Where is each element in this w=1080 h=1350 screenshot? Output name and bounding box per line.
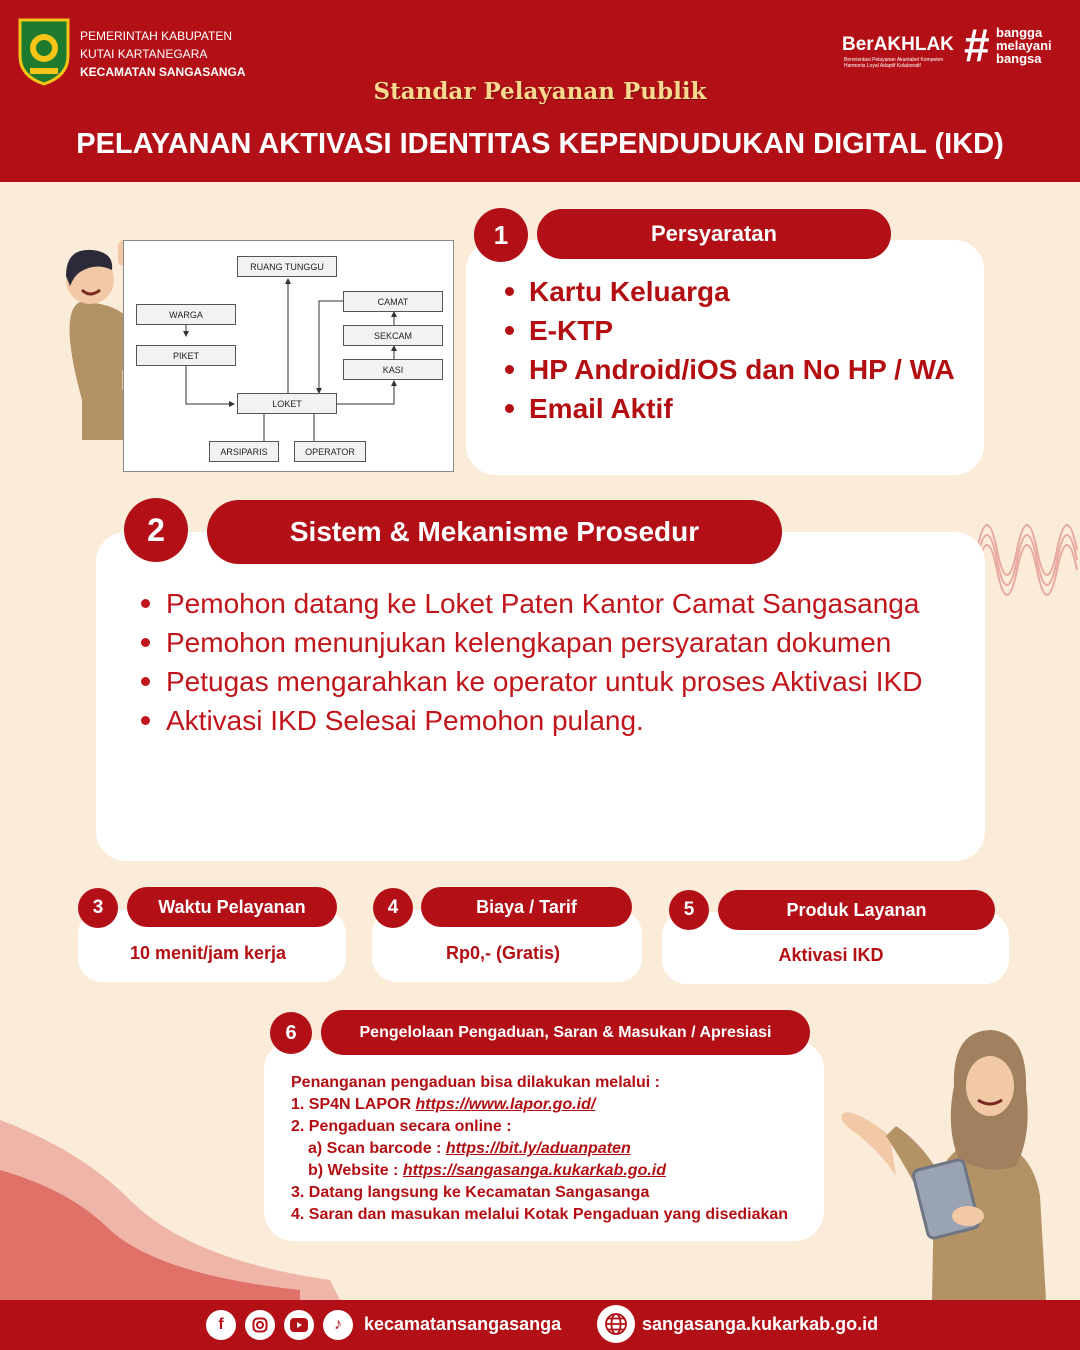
section-number-4: 4 (373, 888, 413, 928)
complaint-line-3 (291, 1138, 788, 1160)
lapor-link[interactable]: https://www.lapor.go.id/ (415, 1096, 596, 1113)
complaint-line-4 (291, 1160, 788, 1182)
flow-ruang-tunggu: RUANG TUNGGU (237, 256, 337, 277)
complaint-line-3-label: a) Scan barcode : (308, 1140, 446, 1157)
complaint-line-4-label: b) Website : (308, 1162, 403, 1179)
service-time-title: Waktu Pelayanan (127, 887, 337, 927)
flow-loket: LOKET (237, 393, 337, 414)
slogan-1: bangga (996, 25, 1043, 40)
tiktok-icon[interactable]: ♪ (323, 1310, 353, 1340)
complaint-intro: Penanganan pengaduan bisa dilakukan melalui : (291, 1074, 660, 1091)
subtitle: Standar Pelayanan Publik (373, 78, 707, 105)
flow-operator: OPERATOR (294, 441, 366, 462)
gov-line-1: PEMERINTAH KABUPATEN (80, 29, 233, 43)
requirement-item: Email Aktif (503, 389, 965, 428)
section-number-1: 1 (474, 208, 528, 262)
wave-decoration (975, 490, 1080, 610)
slogan-2: melayani (996, 38, 1052, 53)
procedure-list (138, 584, 962, 740)
officer-woman-illustration (836, 1026, 1058, 1300)
service-time-value: 10 menit/jam kerja (129, 943, 287, 963)
gov-line-2: KUTAI KARTANEGARA (80, 47, 208, 61)
slogan-3: bangsa (996, 51, 1042, 66)
flowchart (123, 240, 454, 472)
kukar-logo (16, 16, 72, 86)
social-icons (206, 1310, 353, 1340)
product-title: Produk Layanan (718, 890, 995, 930)
section-number-5: 5 (669, 890, 709, 930)
requirement-item: E-KTP (503, 311, 965, 350)
flow-piket: PIKET (136, 345, 236, 366)
berakhlak-hashtag: # (964, 19, 990, 71)
complaint-line-2: 2. Pengaduan secara online : (291, 1118, 512, 1135)
complaint-line-1-label: 1. SP4N LAPOR (291, 1096, 416, 1113)
flow-sekcam: SEKCAM (343, 325, 443, 346)
footer-website[interactable]: sangasanga.kukarkab.go.id (642, 1314, 879, 1334)
globe-icon (597, 1305, 635, 1343)
complaint-line-1 (291, 1094, 788, 1116)
requirements-list (503, 272, 965, 428)
complaint-title: Pengelolaan Pengaduan, Saran & Masukan / Apresiasi (321, 1010, 810, 1055)
product-value: Aktivasi IKD (778, 945, 884, 965)
flow-kasi: KASI (343, 359, 443, 380)
instagram-icon[interactable] (245, 1310, 275, 1340)
complaint-details (291, 1072, 788, 1226)
complaint-line-6: 4. Saran dan masukan melalui Kotak Pengaduan yang disediakan (291, 1206, 789, 1223)
procedure-item: Aktivasi IKD Selesai Pemohon pulang. (138, 701, 962, 740)
flow-arsiparis: ARSIPARIS (209, 441, 279, 462)
barcode-link[interactable]: https://bit.ly/aduanpaten (445, 1140, 631, 1157)
berakhlak-logo (842, 19, 1067, 74)
website-link[interactable]: https://sangasanga.kukarkab.go.id (402, 1162, 666, 1179)
cost-value: Rp0,- (Gratis) (445, 943, 560, 963)
page-title: PELAYANAN AKTIVASI IDENTITAS KEPENDUDUKAN DIGITAL (IKD) (76, 128, 1004, 160)
berakhlak-tag-1: Berorientasi Pelayanan Akuntabel Kompeten (844, 57, 944, 63)
procedure-item: Petugas mengarahkan ke operator untuk proses Aktivasi IKD (138, 662, 962, 701)
gov-line-3: KECAMATAN SANGASANGA (80, 65, 246, 79)
section-number-3: 3 (78, 888, 118, 928)
section-number-6: 6 (270, 1012, 312, 1054)
procedure-item: Pemohon datang ke Loket Paten Kantor Camat Sangasanga (138, 584, 962, 623)
berakhlak-tag-2: Harmonis Loyal Adaptif Kolaboratif (844, 63, 921, 69)
flow-warga: WARGA (136, 304, 236, 325)
requirements-title: Persyaratan (537, 209, 891, 259)
youtube-icon[interactable] (284, 1310, 314, 1340)
requirement-item: Kartu Keluarga (503, 272, 965, 311)
procedure-item: Pemohon menunjukan kelengkapan persyaratan dokumen (138, 623, 962, 662)
berakhlak-brand: BerAKHLAK (842, 34, 954, 55)
section-number-2: 2 (124, 498, 188, 562)
social-handle[interactable]: kecamatansangasanga (364, 1314, 562, 1334)
cost-title: Biaya / Tarif (421, 887, 632, 927)
flow-camat: CAMAT (343, 291, 443, 312)
complaint-line-5: 3. Datang langsung ke Kecamatan Sangasanga (291, 1184, 650, 1201)
procedure-title: Sistem & Mekanisme Prosedur (207, 500, 782, 564)
facebook-icon[interactable]: f (206, 1310, 236, 1340)
requirement-item: HP Android/iOS dan No HP / WA (503, 350, 965, 389)
